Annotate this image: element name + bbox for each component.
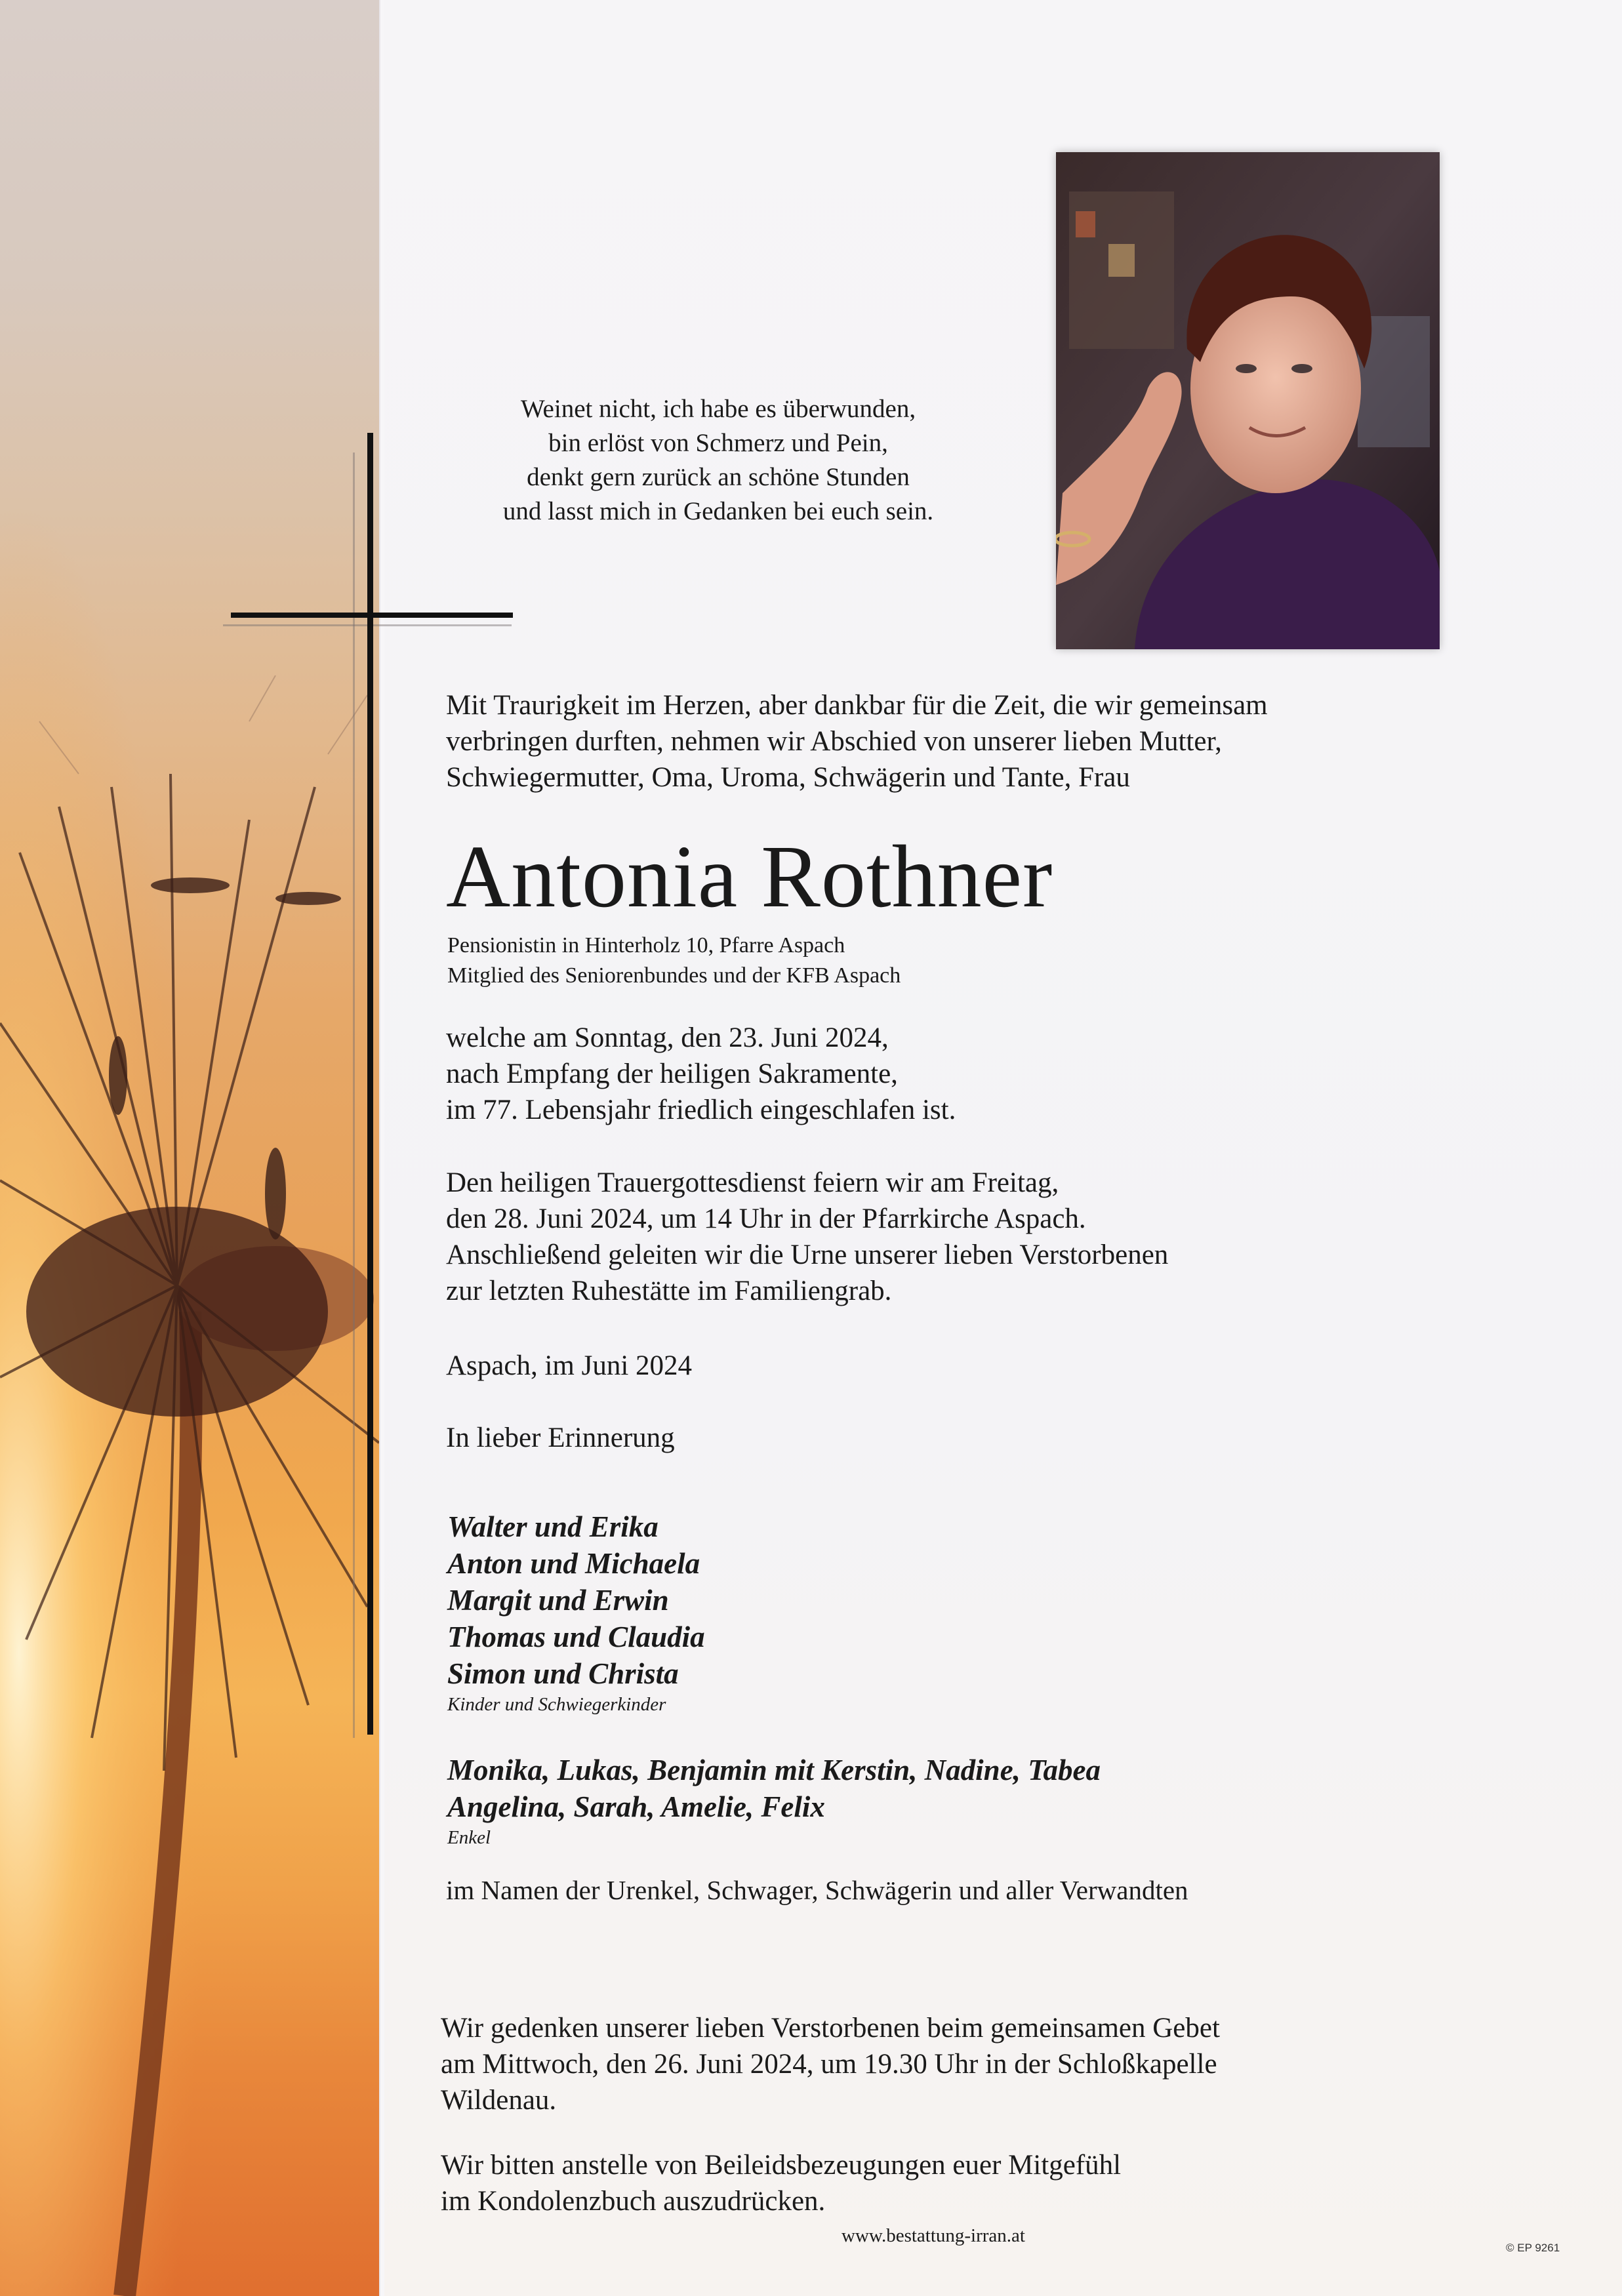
death-notice bbox=[446, 1020, 956, 1128]
death-line: im 77. Lebensjahr friedlich eingeschlafen ist. bbox=[446, 1095, 956, 1125]
strip-divider bbox=[379, 0, 384, 2296]
subtitle-line: Pensionistin in Hinterholz 10, Pfarre Aspach bbox=[447, 933, 845, 957]
website-link[interactable]: www.bestattung-irran.at bbox=[841, 2225, 1025, 2246]
cross-shadow-vertical bbox=[353, 453, 355, 1738]
place-date: Aspach, im Juni 2024 bbox=[446, 1350, 693, 1381]
dandelion-sunset-image bbox=[0, 0, 379, 2296]
intro-line: Mit Traurigkeit im Herzen, aber dankbar für die Zeit, die wir gemeinsam bbox=[446, 690, 1268, 721]
cross-horizontal-bar bbox=[231, 613, 513, 618]
condolence-line: Wir bitten anstelle von Beileidsbezeugungen euer Mitgefühl bbox=[441, 2150, 1122, 2181]
family-entry: Walter und Erika bbox=[447, 1510, 659, 1543]
family-entry: Anton und Michaela bbox=[447, 1547, 700, 1580]
children-caption: Kinder und Schwiegerkinder bbox=[447, 1694, 666, 1715]
family-entry: Thomas und Claudia bbox=[447, 1621, 705, 1653]
funeral-service-info bbox=[446, 1165, 1168, 1309]
family-entry: Margit und Erwin bbox=[447, 1584, 669, 1617]
subtitle-line: Mitglied des Seniorenbundes und der KFB Aspach bbox=[447, 963, 901, 988]
poem-line: Weinet nicht, ich habe es überwunden, bbox=[520, 395, 916, 423]
service-line: Anschließend geleiten wir die Urne unserer lieben Verstorbenen bbox=[446, 1239, 1169, 1270]
children-list bbox=[447, 1508, 705, 1692]
deceased-name: Antonia Rothner bbox=[446, 828, 1053, 926]
condolence-notice bbox=[441, 2147, 1121, 2219]
service-line: zur letzten Ruhestätte im Familiengrab. bbox=[446, 1276, 892, 1306]
prayer-line: Wildenau. bbox=[441, 2085, 557, 2116]
intro-text bbox=[446, 687, 1268, 796]
grandchildren-list bbox=[447, 1752, 1101, 1825]
family-entry: Simon und Christa bbox=[447, 1657, 679, 1690]
intro-line: Schwiegermutter, Oma, Uroma, Schwägerin und Tante, Frau bbox=[446, 762, 1130, 793]
poem-line: denkt gern zurück an schöne Stunden bbox=[527, 463, 910, 491]
prayer-notice bbox=[441, 2010, 1220, 2118]
poem-line: und lasst mich in Gedanken bei euch sein. bbox=[502, 497, 934, 525]
service-line: Den heiligen Trauergottesdienst feiern wir am Freitag, bbox=[446, 1167, 1059, 1198]
portrait-photo bbox=[1056, 152, 1440, 649]
service-line: den 28. Juni 2024, um 14 Uhr in der Pfarrkirche Aspach. bbox=[446, 1203, 1086, 1234]
memory-line: In lieber Erinnerung bbox=[446, 1422, 675, 1453]
prayer-line: Wir gedenken unserer lieben Verstorbenen beim gemeinsamen Gebet bbox=[441, 2013, 1220, 2044]
cross-vertical-bar bbox=[367, 433, 373, 1735]
poem bbox=[420, 392, 1017, 529]
condolence-line: im Kondolenzbuch auszudrücken. bbox=[441, 2186, 826, 2217]
grandchildren-caption: Enkel bbox=[447, 1827, 491, 1848]
family-entry: Monika, Lukas, Benjamin mit Kerstin, Nadine, Tabea bbox=[447, 1754, 1101, 1786]
family-entry: Angelina, Sarah, Amelie, Felix bbox=[447, 1790, 825, 1823]
intro-line: verbringen durften, nehmen wir Abschied von unserer lieben Mutter, bbox=[446, 726, 1222, 757]
print-code: © EP 9261 bbox=[1506, 2242, 1560, 2254]
death-line: welche am Sonntag, den 23. Juni 2024, bbox=[446, 1022, 889, 1053]
relatives-line: im Namen der Urenkel, Schwager, Schwägerin und aller Verwandten bbox=[446, 1875, 1188, 1905]
deceased-subtitle bbox=[447, 931, 901, 991]
prayer-line: am Mittwoch, den 26. Juni 2024, um 19.30 Uhr in der Schloßkapelle bbox=[441, 2049, 1217, 2080]
poem-line: bin erlöst von Schmerz und Pein, bbox=[548, 429, 888, 457]
death-line: nach Empfang der heiligen Sakramente, bbox=[446, 1058, 898, 1089]
